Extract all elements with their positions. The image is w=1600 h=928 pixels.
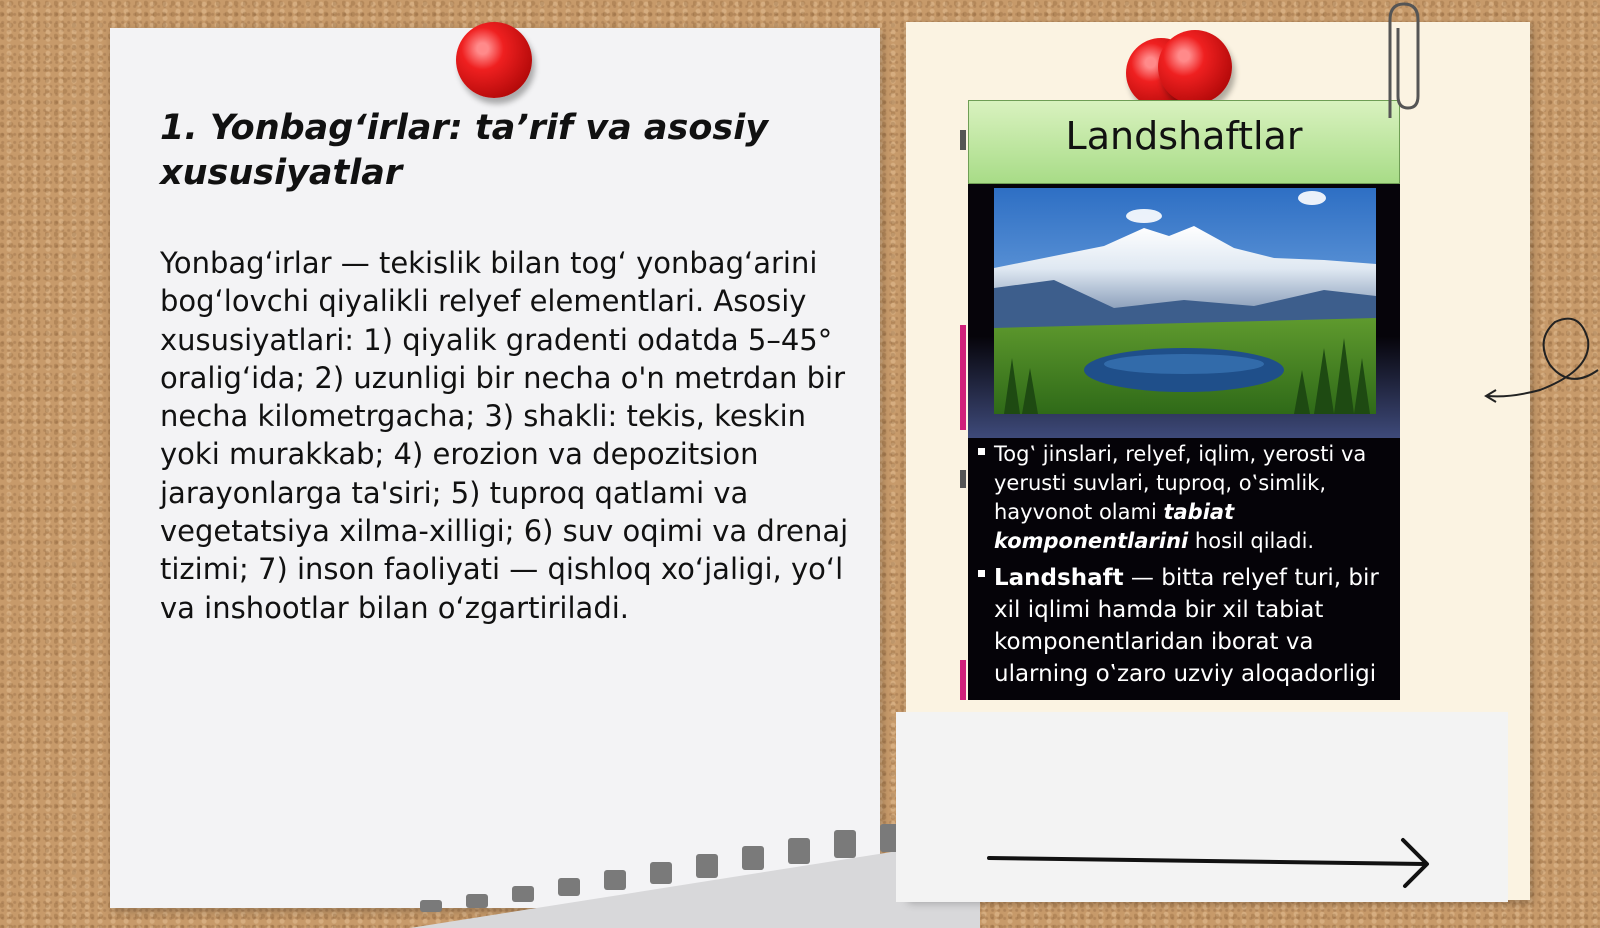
bullet-2-text: — bitta relyef turi, bir xil iqlimi hamda bir xil tabiat komponentlaridan iborat va ularning o‛zaro uzviy aloqadorligi — [994, 565, 1379, 687]
slide-bullet-2 — [978, 562, 1392, 690]
slide-title: Landshaftlar — [968, 100, 1400, 184]
card-title: 1. Yonbag‘irlar: ta’rif va asosiy xususiyatlar — [160, 108, 769, 193]
mountain-lake-photo — [994, 188, 1376, 414]
bullet-1-text: Tog‛ jinslari, relyef, iqlim, yerosti va yerusti suvlari, tuproq, o‛simlik, hayvonot olami — [994, 442, 1367, 524]
decorative-strip — [960, 660, 966, 700]
decorative-strip — [960, 325, 966, 430]
decorative-strip — [960, 130, 966, 150]
photo-band — [968, 184, 1400, 438]
card-body-text: Yonbag‘irlar — tekislik bilan tog‘ yonbag‘arini bog‘lovchi qiyalikli relyef elementlari. Asosiy xususiyatlari: 1) qiyalik gradenti odatda 5–45° oralig‘ida; 2) uzunligi bir necha o'n metrdan bir necha kilometrgacha; 3) shakli: tekis, keskin yoki murakkab; 4) erozion va depozitsion jarayonlarga ta'siri; 5) tuproq qatlami va vegetatsiya xilma-xilligi; 6) suv oqimi va drenaj tizimi; 7) inson faoliyati — qishloq xo‘jaligi, yo‘l va inshootlar bilan o‘zgartiriladi. — [160, 246, 849, 625]
push-pin-icon — [456, 22, 532, 98]
torn-paper-edge — [410, 798, 980, 928]
bullet-2-term: Landshaft — [994, 565, 1124, 591]
slide-bullet-1 — [978, 440, 1392, 556]
left-note-card — [110, 28, 880, 908]
push-pin-icon — [1158, 30, 1232, 104]
paper-clip-icon — [1380, 0, 1426, 120]
bullet-1-emphasis: tabiat komponentlarini — [994, 500, 1235, 553]
decorative-strip — [960, 470, 966, 488]
arrow-right-icon — [985, 830, 1445, 890]
bullet-1-end: hosil qiladi. — [1188, 529, 1315, 553]
landscape-slide — [968, 100, 1400, 700]
curl-arrow-icon — [1480, 310, 1600, 410]
slide-bullets — [978, 440, 1392, 696]
